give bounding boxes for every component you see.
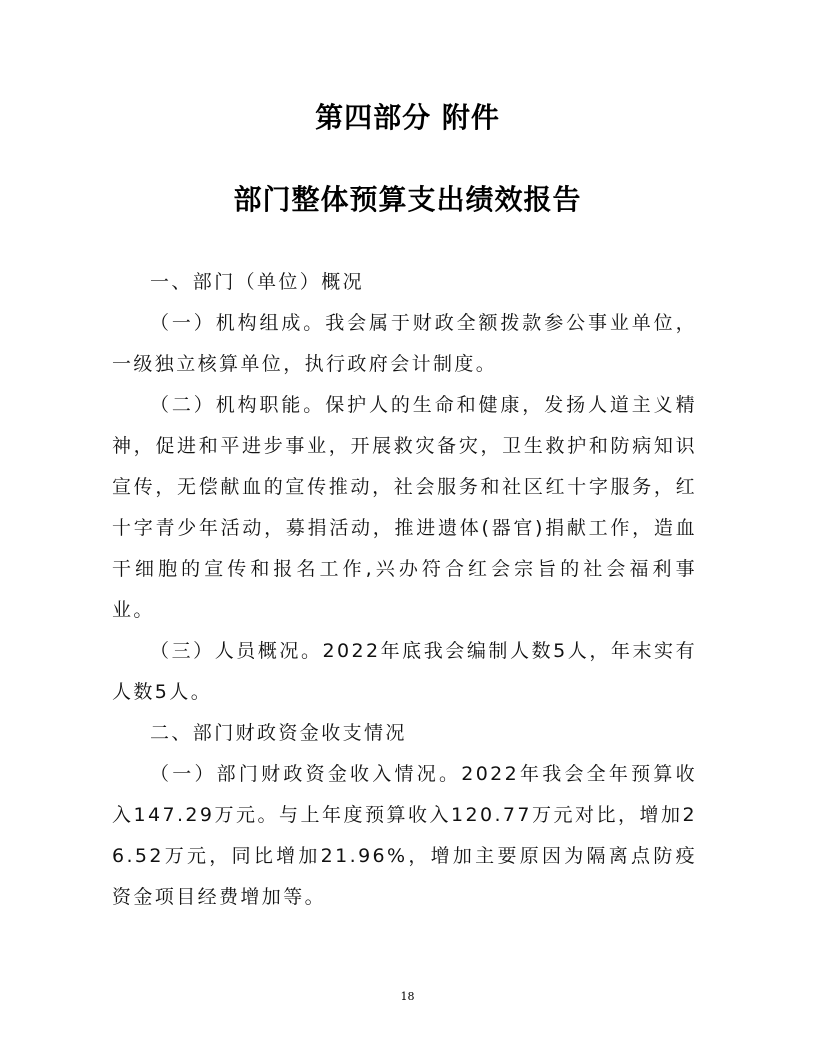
paragraph-organization-functions: （二）机构职能。保护人的生命和健康，发扬人道主义精神，促进和平进步事业，开展救灾备灾，卫生救护和防病知识宣传，无偿献血的宣传推动，社会服务和社区红十字服务，红十字青少年活动，募捐活动，推进遗体(器官)捐献工作，造血干细胞的宣传和报名工作,兴办符合红会宗旨的社会福利事业。 [112, 394, 697, 621]
part-title: 第四部分 附件 [315, 101, 500, 134]
page-number: 18 [400, 990, 415, 1003]
report-body [112, 262, 697, 918]
section-heading-department-overview: 一、部门（单位）概况 [150, 271, 365, 293]
paragraph-fiscal-income: （一）部门财政资金收入情况。2022年我会全年预算收入147.29万元。与上年度预算收入120.77万元对比，增加26.52万元，同比增加21.96%，增加主要原因为隔离点防疫资金项目经费增加等。 [112, 763, 697, 908]
report-title: 部门整体预算支出绩效报告 [233, 183, 582, 216]
paragraph-organization-structure: （一）机构组成。我会属于财政全额拨款参公事业单位，一级独立核算单位，执行政府会计制度。 [112, 312, 697, 375]
section-heading-fiscal-funds: 二、部门财政资金收支情况 [150, 722, 407, 744]
paragraph-staff-overview: （三）人员概况。2022年底我会编制人数5人，年末实有人数5人。 [112, 640, 697, 703]
